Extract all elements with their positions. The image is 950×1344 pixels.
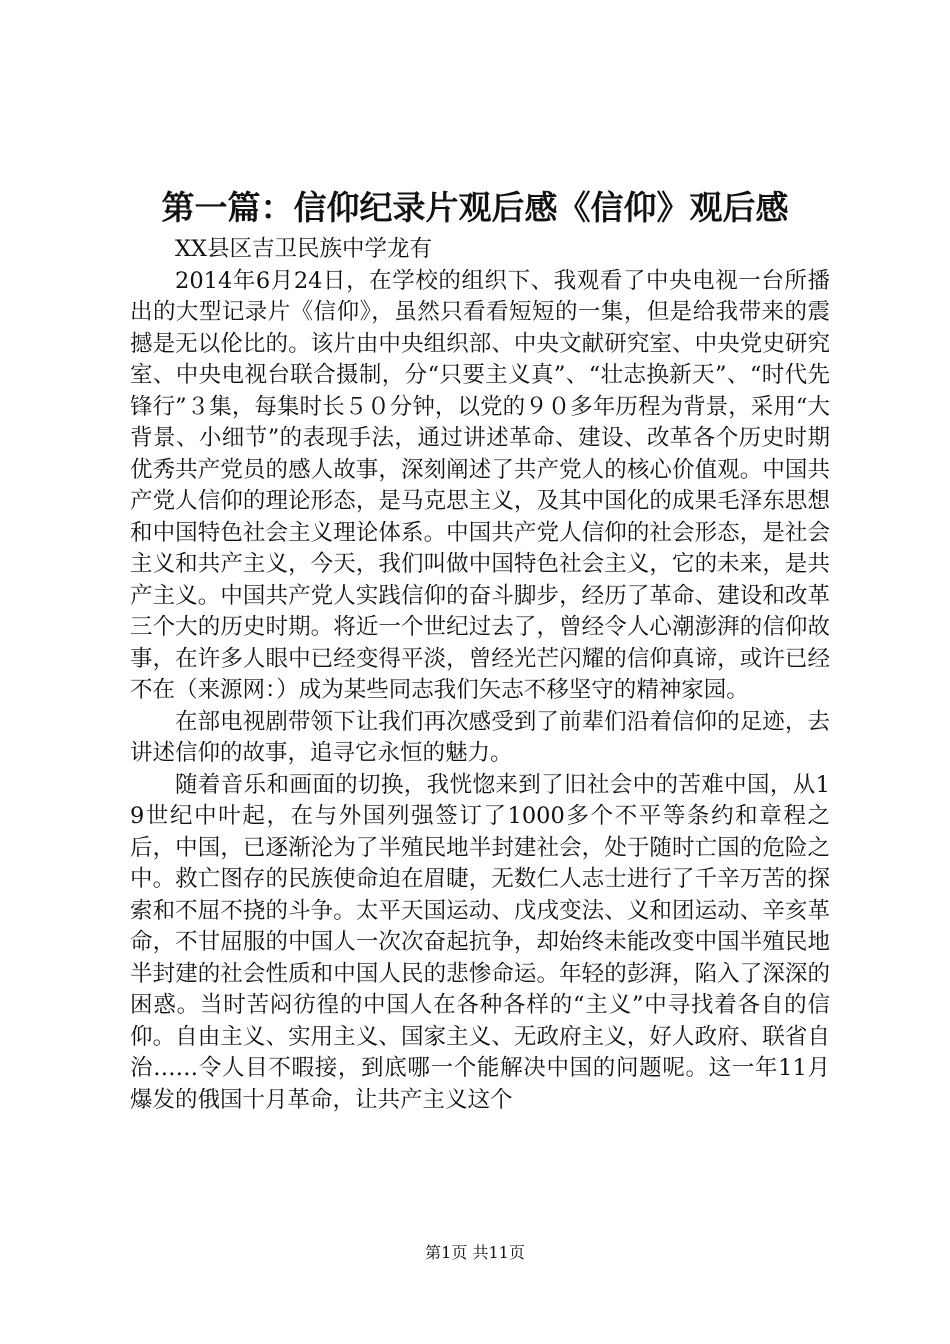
paragraph: 随着音乐和画面的切换，我恍惚来到了旧社会中的苦难中国，从19世纪中叶起，在与外国列强签订了1000多个不平等条约和章程之后，中国，已逐渐沦为了半殖民地半封建社会，处于随时亡国的危险之中。救亡图存的民族使命迫在眉睫，无数仁人志士进行了千辛万苦的探索和不屈不挠的斗争。太平天国运动、戊戌变法、义和团运动、辛亥革命，不甘屈服的中国人一次次奋起抗争，却始终未能改变中国半殖民地半封建的社会性质和中国人民的悲惨命运。年轻的彭湃，陷入了深深的困惑。当时苦闷彷徨的中国人在各种各样的“主义”中寻找着各自的信仰。自由主义、实用主义、国家主义、无政府主义，好人政府、联省自治……令人目不暇接，到底哪一个能解决中国的问题呢。这一年11月爆发的俄国十月革命，让共产主义这个 [130,771,830,1113]
paragraph: 在部电视剧带领下让我们再次感受到了前辈们沿着信仰的足迹，去讲述信仰的故事，追寻它永恒的魅力。 [130,708,830,766]
page-number: 第1页 [425,1243,468,1262]
page-total: 共11页 [472,1243,525,1262]
page-footer [0,1243,950,1263]
document-body [130,234,830,1116]
author-line: XX县区吉卫民族中学龙有 [175,236,433,262]
document-title: 第一篇：信仰纪录片观后感《信仰》观后感 [161,188,789,227]
paragraph: 2014年6月24日，在学校的组织下、我观看了中央电视一台所播出的大型记录片《信仰》，虽然只看看短短的一集，但是给我带来的震撼是无以伦比的。该片由中央组织部、中央文献研究室、中央党史研究室、中央电视台联合摄制，分“只要主义真”、“壮志换新天”、“时代先锋行”３集，每集时长５０分钟，以党的９０多年历程为背景，采用“大背景、小细节”的表现手法，通过讲述革命、建设、改革各个历史时期优秀共产党员的感人故事，深刻阐述了共产党人的核心价值观。中国共产党人信仰的理论形态，是马克思主义，及其中国化的成果毛泽东思想和中国特色社会主义理论体系。中国共产党人信仰的社会形态，是社会主义和共产主义，今天，我们叫做中国特色社会主义，它的未来，是共产主义。中国共产党人实践信仰的奋斗脚步，经历了革命、建设和改革三个大的历史时期。将近一个世纪过去了，曾经令人心潮澎湃的信仰故事，在许多人眼中已经变得平淡，曾经光芒闪耀的信仰真谛，或许已经不在（来源网：）成为某些同志我们矢志不移坚守的精神家园。 [130,267,830,703]
